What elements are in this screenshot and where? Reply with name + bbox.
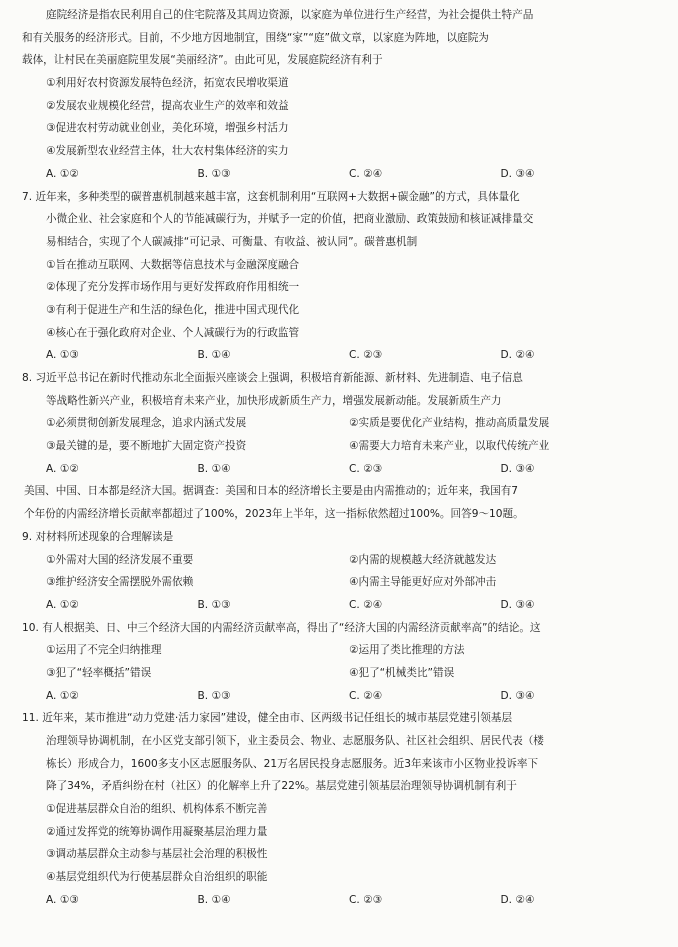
statement-row [22,639,652,662]
option-d[interactable]: D. ②④ [500,893,535,906]
option-b[interactable]: B. ①④ [197,462,231,475]
option-a[interactable]: A. ①② [46,598,79,611]
statement-item: ②体现了充分发挥市场作用与更好发挥政府作用相统一 [46,281,300,294]
option-b[interactable]: B. ①④ [197,349,231,362]
statement-item: ①必须贯彻创新发展理念，追求内涵式发展 [46,417,247,430]
option-a[interactable]: A. ①② [46,689,79,702]
statement-row [22,549,652,572]
option-a[interactable]: A. ①② [46,167,79,180]
statement-row [22,435,652,458]
statement-item: ①利用好农村资源发展特色经济，拓宽农民增收渠道 [46,77,289,90]
question-stem-line: 易相结合，实现了个人碳减排“可记录、可衡量、有收益、被认同”。碳普惠机制 [46,235,418,248]
statement-item: ③有利于促进生产和生活的绿色化，推进中国式现代化 [46,303,300,316]
answer-options [22,594,652,617]
question-stem-line: 9. 对材料所述现象的合理解读是 [22,530,174,543]
option-d[interactable]: D. ②④ [500,349,535,362]
statement-item: ④核心在于强化政府对企业、个人减碳行为的行政监管 [46,326,300,339]
question-stem-line: 10. 有人根据美、日、中三个经济大国的内需经济贡献率高，得出了“经济大国的内需经济贡献率高”的结论。这 [22,621,541,634]
question-6 [22,4,652,186]
option-a[interactable]: A. ①③ [46,349,79,362]
statement-item: ②实质是要优化产业结构，推动高质量发展 [349,417,550,430]
question-stem-line: 治理领导协调机制，在小区党支部引领下，业主委员会、物业、志愿服务队、社区社会组织、居民代表（楼 [46,735,544,747]
question-stem-line: 等战略性新兴产业，积极培育未来产业，加快形成新质生产力，增强发展新动能。发展新质生产力 [46,394,502,407]
statement-item: ④基层党组织代为行使基层群众自治组织的职能 [46,871,268,884]
option-b[interactable]: B. ①③ [197,689,231,702]
option-b[interactable]: B. ①③ [197,167,231,180]
statement-item: ③促进农村劳动就业创业，美化环境，增强乡村活力 [46,122,289,135]
question-stem-line: 小微企业、社会家庭和个人的节能减碳行为，并赋予一定的价值，把商业激励、政策鼓励和核证减排量交 [46,213,534,226]
option-d[interactable]: D. ③④ [500,462,535,475]
option-c[interactable]: C. ②④ [349,689,383,702]
question-7 [22,186,652,368]
question-9 [22,526,652,617]
material-line: 美国、中国、日本都是经济大国。据调查：美国和日本的经济增长主要是由内需推动的；近年来，我国有7 [24,485,519,498]
statement-item: ③犯了“轻率概括”错误 [46,666,152,679]
statement-item: ①旨在推动互联网、大数据等信息技术与金融深度融合 [46,258,300,271]
statement-item: ①促进基层群众自治的组织、机构体系不断完善 [46,803,268,816]
question-stem-line: 7. 近年来，多种类型的碳普惠机制越来越丰富，这套机制利用“互联网+大数据+碳金融”的方式，具体量化 [22,190,520,203]
option-d[interactable]: D. ③④ [500,167,535,180]
option-c[interactable]: C. ②③ [349,893,383,906]
statement-item: ④发展新型农业经营主体，壮大农村集体经济的实力 [46,145,289,158]
option-c[interactable]: C. ②③ [349,349,383,362]
option-c[interactable]: C. ②③ [349,462,383,475]
question-11 [22,707,652,911]
statement-item: ③最关键的是，要不断地扩大固定资产投资 [46,440,247,453]
statement-item: ③调动基层群众主动参与基层社会治理的积极性 [46,848,268,861]
option-d[interactable]: D. ③④ [500,598,535,611]
statement-item: ④内需主导能更好应对外部冲击 [349,576,497,589]
question-stem-line: 11. 近年来，某市推进“动力党建·活力家园”建设，健全由市、区两级书记任组长的城市基层党建引领基层 [22,712,513,725]
statement-item: ②通过发挥党的统筹协调作用凝聚基层治理力量 [46,825,268,838]
statement-row [22,571,652,594]
question-8 [22,367,652,480]
question-stem-line: 和有关服务的经济形式。目前，不少地方因地制宜，围绕“家”“庭”做文章，以家庭为阵地，以庭院为 [22,31,489,44]
statement-item: ③维护经济安全需摆脱外需依赖 [46,576,194,589]
answer-options [22,458,652,481]
statement-item: ②内需的规模越大经济就越发达 [349,553,497,566]
option-c[interactable]: C. ②④ [349,167,383,180]
option-d[interactable]: D. ③④ [500,689,535,702]
answer-options [22,889,652,912]
statement-item: ④犯了“机械类比”错误 [349,666,455,679]
question-stem-line: 8. 习近平总书记在新时代推动东北全面振兴座谈会上强调，积极培育新能源、新材料、先进制造、电子信息 [22,372,523,384]
statement-row [22,662,652,685]
option-c[interactable]: C. ②④ [349,598,383,611]
option-b[interactable]: B. ①③ [197,598,231,611]
statement-item: ①外需对大国的经济发展不重要 [46,553,194,566]
option-a[interactable]: A. ①② [46,462,79,475]
option-b[interactable]: B. ①④ [197,893,231,906]
statement-item: ④需要大力培育未来产业，以取代传统产业 [349,440,550,453]
statement-row [22,412,652,435]
statement-item: ②运用了类比推理的方法 [349,644,465,657]
reading-material [22,480,652,525]
question-stem-line: 载体，让村民在美丽庭院里发展“美丽经济”。由此可见，发展庭院经济有利于 [22,54,383,67]
statement-item: ①运用了不完全归纳推理 [46,644,162,657]
statement-item: ②发展农业规模化经营，提高农业生产的效率和效益 [46,99,289,112]
question-stem-line: 栋长）形成合力，1600多支小区志愿服务队、21万名居民投身志愿服务。近3年来该市小区物业投诉率下 [46,757,539,770]
question-10 [22,617,652,708]
answer-options [22,685,652,708]
question-stem-line: 降了34%，矛盾纠纷在村（社区）的化解率上升了22%。基层党建引领基层治理领导协调机制有利于 [46,780,517,793]
option-a[interactable]: A. ①③ [46,893,79,906]
question-stem-line: 庭院经济是指农民利用自己的住宅院落及其周边资源，以家庭为单位进行生产经营，为社会提供土特产品 [46,9,534,21]
answer-options [22,163,652,186]
material-line: 个年份的内需经济增长贡献率都超过了100%，2023年上半年，这一指标依然超过100%。回答9～10题。 [24,508,524,521]
answer-options [22,344,652,367]
